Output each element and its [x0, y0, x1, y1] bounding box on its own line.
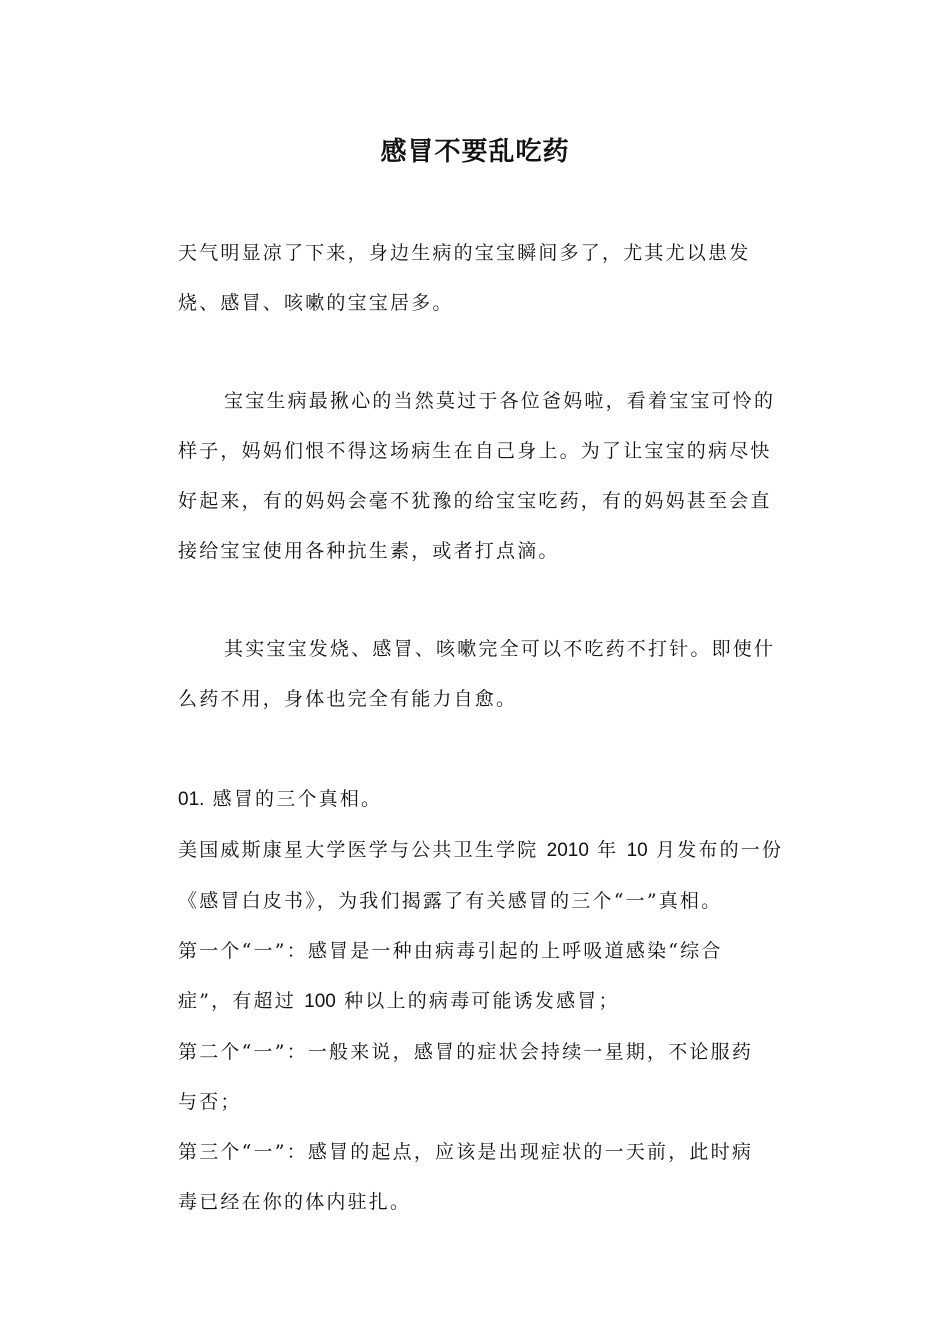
text-line: 宝宝生病最揪心的当然莫过于各位爸妈啦，看着宝宝可怜的 — [224, 390, 776, 412]
text-line: 毒已经在你的体内驻扎。 — [178, 1191, 412, 1213]
text-fragment: 月发布的一份 — [647, 839, 784, 861]
text-line — [178, 825, 806, 876]
text-fragment: 种以上的病毒可能诱发感冒； — [335, 990, 620, 1012]
cold-truths-section — [178, 774, 806, 1227]
text-fragment: 年 — [588, 839, 627, 861]
text-line — [178, 976, 806, 1027]
text-line: 《感冒白皮书》，为我们揭露了有关感冒的三个“一”真相。 — [178, 890, 723, 912]
text-line: 烧、感冒、咳嗽的宝宝居多。 — [178, 292, 454, 314]
month-number: 10 — [626, 840, 648, 861]
text-line: 接给宝宝使用各种抗生素，或者打点滴。 — [178, 540, 560, 562]
document-title: 感冒不要乱吃药 — [380, 137, 570, 167]
text-line: 么药不用，身体也完全有能力自愈。 — [178, 688, 518, 710]
text-line: 第二个“一”：一般来说，感冒的症状会持续一星期，不论服药 — [178, 1041, 754, 1063]
text-line: 第三个“一”：感冒的起点，应该是出现症状的一天前，此时病 — [178, 1141, 754, 1163]
text-line: 其实宝宝发烧、感冒、咳嗽完全可以不吃药不打针。即使什 — [224, 638, 776, 660]
section-heading-text: 感冒的三个真相。 — [204, 788, 383, 810]
text-line: 好起来，有的妈妈会毫不犹豫的给宝宝吃药，有的妈妈甚至会直 — [178, 490, 772, 512]
section-number: 01. — [178, 789, 205, 810]
section-heading — [178, 774, 806, 825]
text-fragment: 症”，有超过 — [178, 990, 305, 1012]
text-line: 第一个“一”：感冒是一种由病毒引起的上呼吸道感染“综合 — [178, 940, 723, 962]
virus-count-number: 100 — [304, 991, 336, 1012]
year-number: 2010 — [546, 840, 589, 861]
text-line: 天气明显凉了下来，身边生病的宝宝瞬间多了，尤其尤以患发 — [178, 242, 751, 264]
text-line: 与否； — [178, 1091, 242, 1113]
parents-worry-paragraph — [178, 376, 806, 576]
self-heal-paragraph — [178, 624, 806, 724]
text-fragment: 美国威斯康星大学医学与公共卫生学院 — [178, 839, 547, 861]
text-line: 样子，妈妈们恨不得这场病生在自己身上。为了让宝宝的病尽快 — [178, 440, 772, 462]
intro-paragraph — [178, 228, 806, 328]
